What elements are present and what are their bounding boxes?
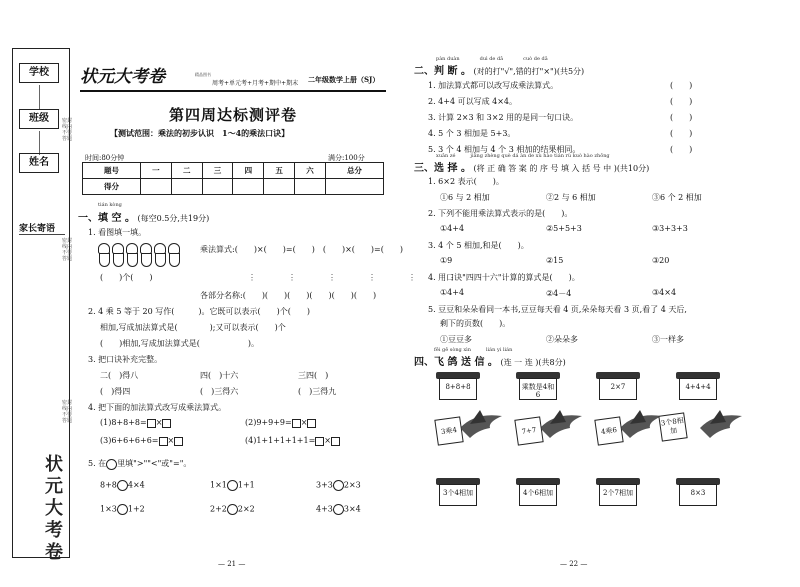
choice-option[interactable]: ②5+5+3 <box>546 224 582 233</box>
score-cell[interactable] <box>141 179 172 195</box>
school-field[interactable]: 学校 <box>19 63 59 83</box>
score-header: 总分 <box>325 163 383 179</box>
envelope[interactable]: 7+7 <box>514 416 543 445</box>
compare-item[interactable]: 1×1 1+1 <box>210 480 255 490</box>
envelope[interactable]: 4乘6 <box>594 416 623 445</box>
choice-option[interactable]: ②4－4 <box>546 289 572 298</box>
judge-item: 1. 加法算式都可以改写成乘法算式。 <box>428 81 559 90</box>
score-cell[interactable] <box>171 179 202 195</box>
section-3-heading: 三、选 择 。 (将 正 确 答 案 的 序 号 填 入 括 号 中 )(共10分) <box>414 163 650 174</box>
score-header: 一 <box>141 163 172 179</box>
rhyme-blank[interactable]: ( )三得六 <box>200 387 239 396</box>
pinyin: pàn duàn duì de dǎ cuò de dǎ <box>436 56 548 62</box>
score-header: 五 <box>264 163 295 179</box>
page-title: 第四周达标测评卷 <box>168 106 297 124</box>
mailbox[interactable]: 2×7 <box>596 372 640 400</box>
answer-paren[interactable]: ( ) <box>670 129 693 138</box>
mailbox[interactable]: 2个7相加 <box>596 478 640 506</box>
circle-icon <box>106 459 117 470</box>
question-4: 4. 把下面的加法算式改写成乘法算式。 <box>88 403 227 412</box>
score-header: 四 <box>233 163 264 179</box>
question-3: 3. 把口诀补充完整。 <box>88 355 163 364</box>
score-table <box>82 162 384 195</box>
parent-note-label: 家长寄语 <box>19 221 65 235</box>
vertical-brand-logo: 状 元 大 考 卷 <box>45 454 63 563</box>
pinyin: tián kòng <box>98 202 122 208</box>
answer-paren[interactable]: ( ) <box>670 113 693 122</box>
score-cell[interactable] <box>233 179 264 195</box>
rewrite-item[interactable]: (1)8+8+8= × <box>100 418 171 428</box>
choice-option[interactable]: ①9 <box>440 256 453 265</box>
divider <box>39 85 40 109</box>
compare-item[interactable]: 8+8 4×4 <box>100 480 145 490</box>
score-cell[interactable] <box>295 179 326 195</box>
mailbox[interactable]: 4个6相加 <box>516 478 560 506</box>
envelope[interactable]: 3乘4 <box>434 416 463 445</box>
rhyme-blank[interactable]: 二( )得八 <box>100 371 139 380</box>
question-2[interactable]: 2. 4 乘 5 等于 20 写作( )。它既可以表示( )个( ) <box>88 307 310 316</box>
seal-line-text: 密封线内不要答题 <box>62 238 73 262</box>
section-2-heading: 二、判 断 。 (对的打"√",错的打"×")(共5分) <box>414 66 585 77</box>
section-title: 一、填 空 。 <box>78 213 135 224</box>
rhyme-blank[interactable]: ( )三得九 <box>298 387 337 396</box>
answer-paren[interactable]: ( ) <box>670 145 693 154</box>
page-number-right: — 22 — <box>560 560 588 568</box>
judge-item: 4. 5 个 3 相加是 5+3。 <box>428 129 516 138</box>
class-field[interactable]: 班级 <box>19 109 59 129</box>
pinyin: fēi gē sòng xìn lián yi lián <box>434 347 513 353</box>
divider <box>39 131 40 155</box>
choice-option[interactable]: ①6 与 2 相加 <box>440 193 490 202</box>
section-1-heading <box>78 209 209 224</box>
time-limit: 时间:80分钟 <box>85 154 125 162</box>
test-scope: 【测试范围：乘法的初步认识 1～4的乘法口诀】 <box>110 128 290 138</box>
full-score: 满分:100分 <box>328 154 365 162</box>
choice-question-cont: 剩下的页数( )。 <box>440 319 511 328</box>
question-2-line-3[interactable]: ( )相加,写成加法算式是( )。 <box>100 339 260 348</box>
header-rule <box>80 90 386 92</box>
score-cell[interactable] <box>264 179 295 195</box>
mailbox[interactable]: 8+8+8 <box>436 372 480 400</box>
answer-paren[interactable]: ( ) <box>670 97 693 106</box>
compare-item[interactable]: 1×3 1+2 <box>100 504 145 514</box>
mailbox[interactable]: 3个4相加 <box>436 478 480 506</box>
question-1: 1. 看图填一填。 <box>88 228 147 237</box>
choice-option[interactable]: ②15 <box>546 256 564 265</box>
brand-logo: 状元大考卷 <box>80 67 165 87</box>
brand-subtag: 精品图书 <box>195 72 211 77</box>
series-text: 周考+单元考+月考+期中+期末 <box>212 80 299 87</box>
choice-option[interactable]: ③20 <box>652 256 670 265</box>
mailbox[interactable]: 乘数是4和6 <box>516 372 560 400</box>
score-row-label: 得分 <box>83 179 141 195</box>
choice-option[interactable]: ③6 个 2 相加 <box>652 193 702 202</box>
pinyin: xuǎn zé jiāng zhèng què dá àn de xù hào tián rù kuò hào zhōng <box>436 153 610 159</box>
compare-item[interactable]: 3+3 2×3 <box>316 480 361 490</box>
envelope[interactable]: 3个8相加 <box>658 412 687 441</box>
choice-question: 4. 用口诀"四四十六"计算的算式是( )。 <box>428 273 580 282</box>
rhyme-blank[interactable]: 三四( ) <box>298 371 329 380</box>
dotted-connectors: ⋮ ⋮ ⋮ ⋮ ⋮ ⋮ <box>248 273 456 282</box>
seal-line-text: 密封线内不要答题 <box>62 400 73 424</box>
score-header: 题号 <box>83 163 141 179</box>
multiplication-expr[interactable]: 乘法算式:( )×( )=( ) ( )×( )=( ) <box>200 245 403 254</box>
judge-item: 2. 4+4 可以写成 4×4。 <box>428 97 518 106</box>
score-header: 三 <box>202 163 233 179</box>
question-5: 5. 在 里填">""<"或"="。 <box>88 459 192 468</box>
choice-option[interactable]: ③一样多 <box>652 335 684 344</box>
judge-item: 3. 计算 2×3 和 3×2 用的是同一句口诀。 <box>428 113 579 122</box>
score-cell[interactable] <box>202 179 233 195</box>
score-header: 二 <box>171 163 202 179</box>
compare-item[interactable]: 4+3 3×4 <box>316 504 361 514</box>
choice-question: 2. 下列不能用乘法算式表示的是( )。 <box>428 209 573 218</box>
choice-option[interactable]: ①4+4 <box>440 288 465 297</box>
rewrite-item[interactable]: (3)6+6+6+6= × <box>100 436 183 446</box>
grade-label: 二年级数学上册（SJ） <box>308 75 380 84</box>
choice-option[interactable]: ①豆豆多 <box>440 335 472 344</box>
choice-option[interactable]: ①4+4 <box>440 224 465 233</box>
name-field[interactable]: 姓名 <box>19 153 59 173</box>
judge-item: 5. 3 个 4 相加与 4 个 3 相加的结果相同。 <box>428 145 581 154</box>
choice-option[interactable]: ③3+3+3 <box>652 224 688 233</box>
section-4-heading: 四、飞 鸽 送 信 。 (连 一 连 )(共8分) <box>414 357 566 368</box>
score-cell[interactable] <box>325 179 383 195</box>
rhyme-blank[interactable]: 四( )十六 <box>200 371 239 380</box>
rewrite-item[interactable]: (4)1+1+1+1+1= × <box>245 436 340 446</box>
mailbox[interactable]: 4+4+4 <box>676 372 720 400</box>
score-header: 六 <box>295 163 326 179</box>
page-number-left: — 21 — <box>218 560 246 568</box>
rewrite-item[interactable]: (2)9+9+9= × <box>245 418 316 428</box>
choice-question: 3. 4 个 5 相加,和是( )。 <box>428 241 529 250</box>
seal-line-text: 密封线内不要答题 <box>62 118 73 142</box>
rhyme-blank[interactable]: ( )得四 <box>100 387 131 396</box>
compare-item[interactable]: 2+2 2×2 <box>210 504 255 514</box>
answer-paren[interactable]: ( ) <box>670 81 693 90</box>
section-note: (每空0.5分,共19分) <box>137 214 210 223</box>
mailbox[interactable]: 8×3 <box>676 478 720 506</box>
choice-question: 1. 6×2 表示( )。 <box>428 177 504 186</box>
question-2-line-2[interactable]: 相加,写成加法算式是( );又可以表示( )个 <box>100 323 286 332</box>
choice-option[interactable]: ②朵朵多 <box>546 335 578 344</box>
group-count-blank[interactable]: ( )个( ) <box>100 273 153 282</box>
choice-option[interactable]: ③4×4 <box>652 288 677 297</box>
choice-option[interactable]: ②2 与 6 相加 <box>546 193 596 202</box>
choice-question: 5. 豆豆和朵朵看同一本书,豆豆每天看 4 页,朵朵每天看 3 页,看了 4 天后, <box>428 305 687 314</box>
potted-plants-image <box>98 243 182 271</box>
part-names-blank[interactable]: 各部分名称:( )( )( )( )( )( ) <box>200 291 377 300</box>
